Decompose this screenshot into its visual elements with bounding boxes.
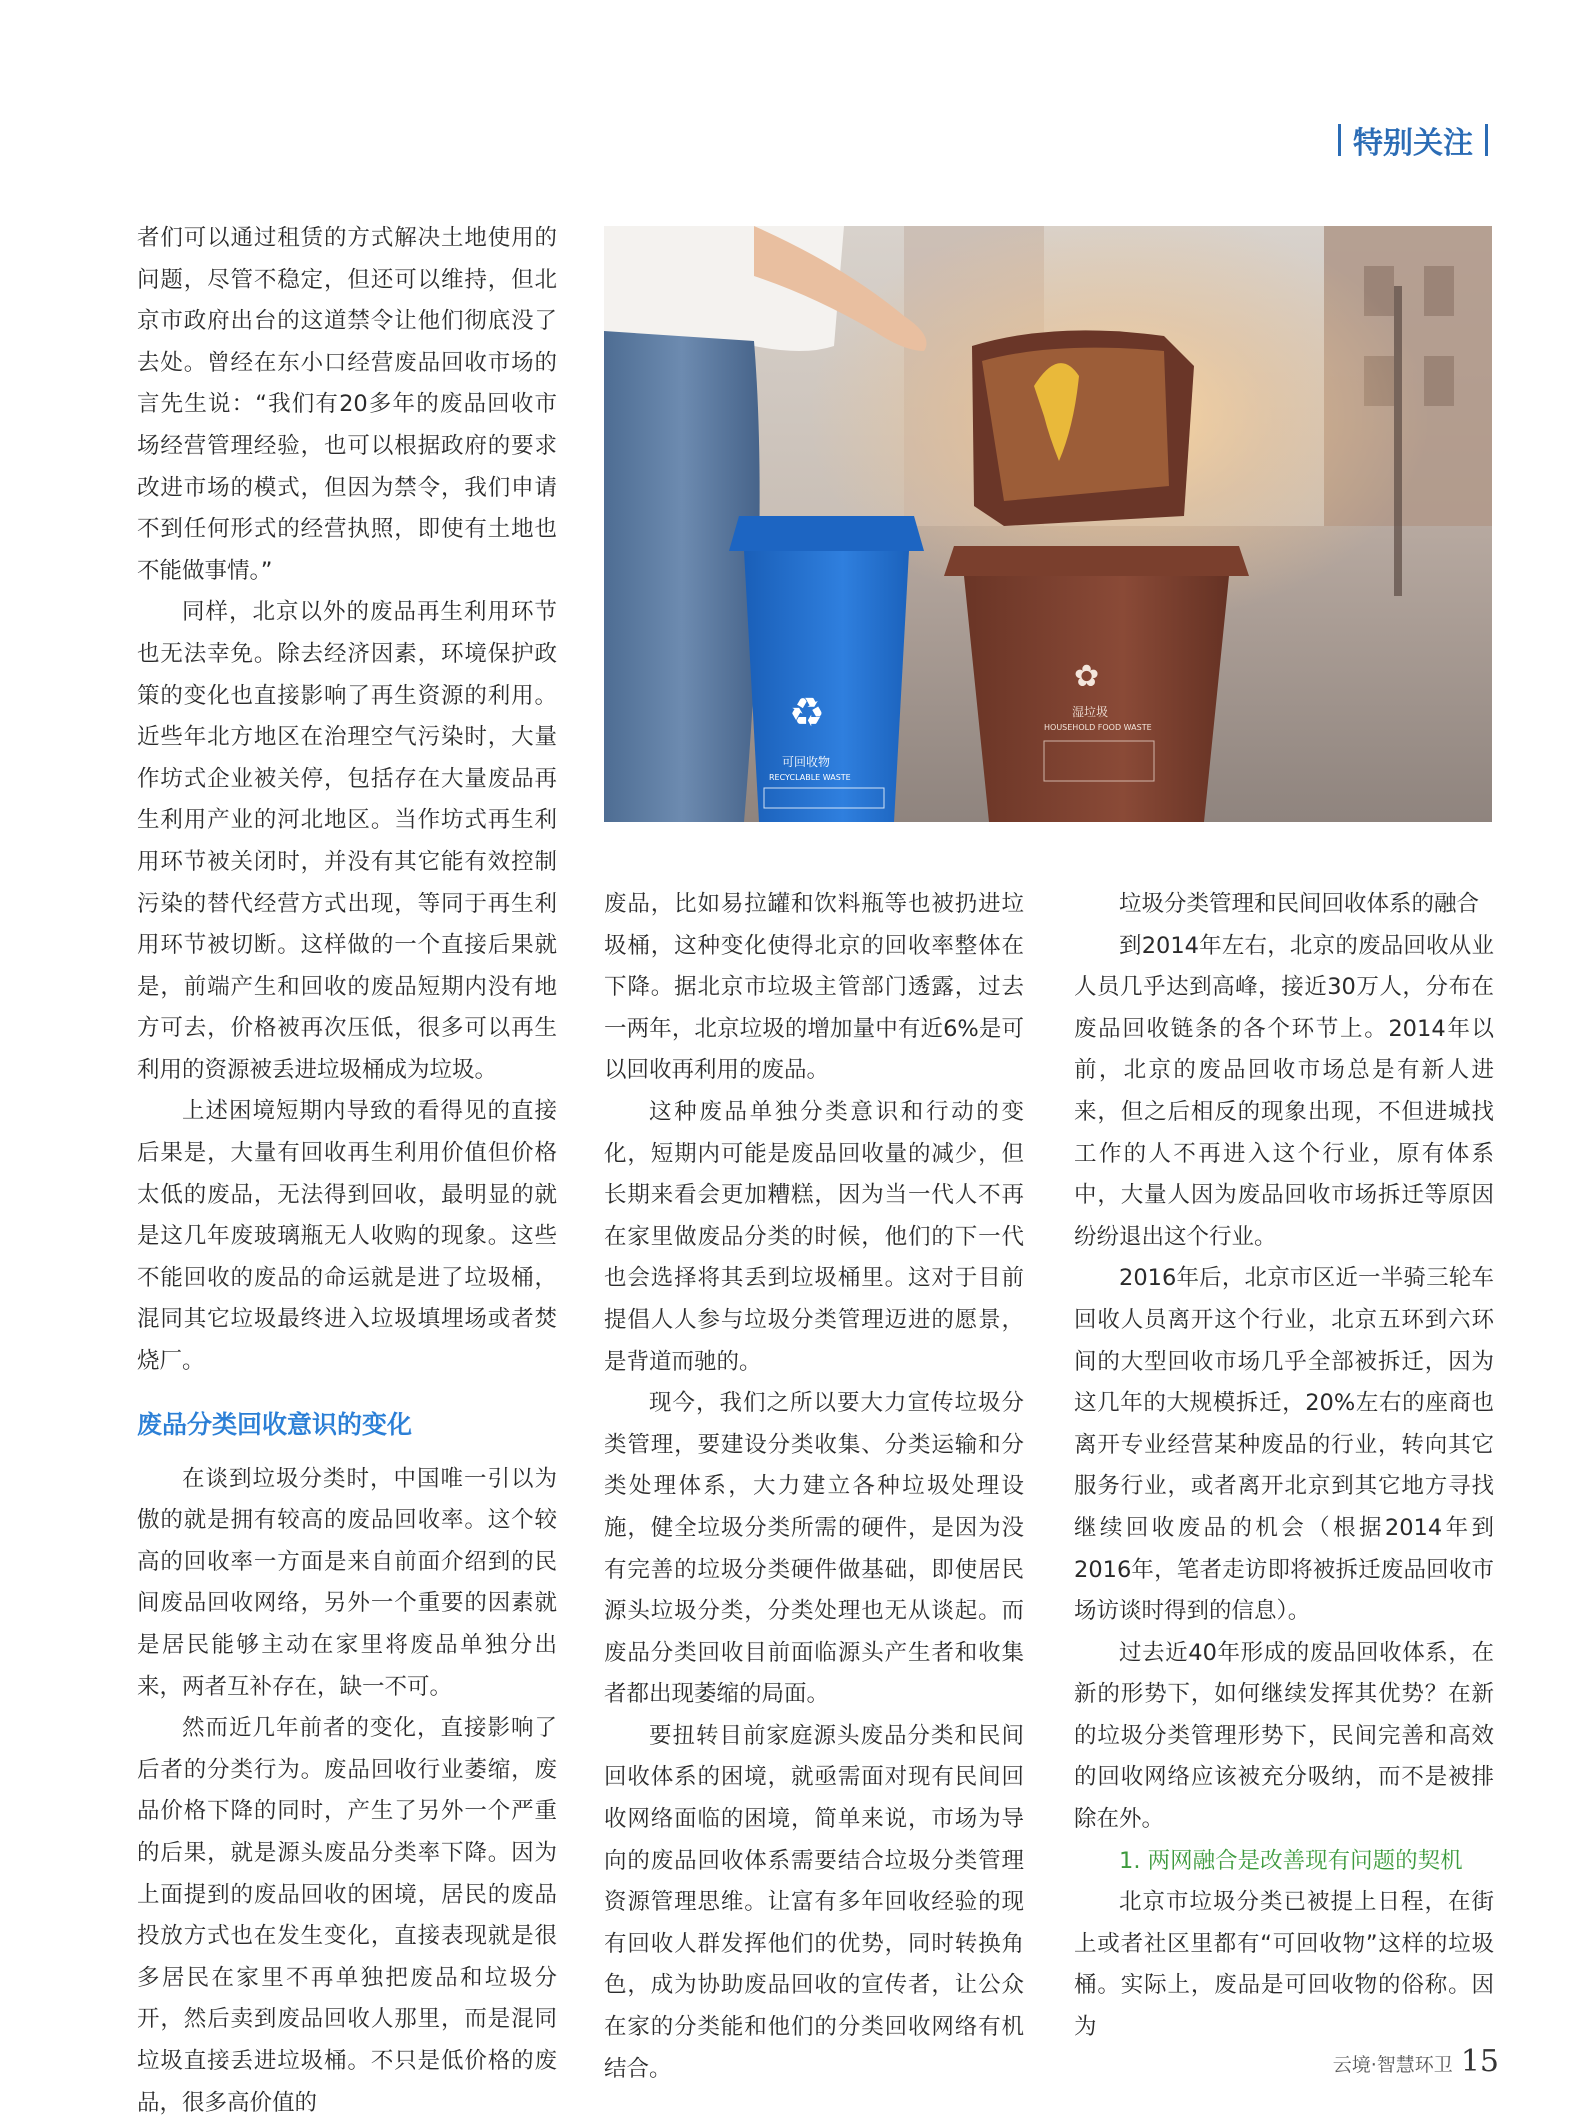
subsection-title: 垃圾分类管理和民间回收体系的融合 [1119, 891, 1480, 917]
brown-bin-label-en: HOUSEHOLD FOOD WASTE [1044, 723, 1152, 732]
left-column [137, 218, 557, 2124]
food-waste-icon: ✿ [1074, 659, 1100, 694]
paragraph: 到2014年左右，北京的废品回收从业人员几乎达到高峰，接近30万人，分布在废品回收链条的各个环节上。2014年以前，北京的废品回收市场总是有新人进来，但之后相反的现象出现，不但进城找工作的人不再进入这个行业，原有体系中，大量人因为废品回收市场拆迁等原因纷纷退出这个行业。 [1074, 932, 1494, 1250]
section-label: 特别关注 [1353, 126, 1473, 161]
header-bar-left [1338, 124, 1341, 156]
paragraph: 现今，我们之所以要大力宣传垃圾分类管理，要建设分类收集、分类运输和分类处理体系，大力建立各种垃圾处理设施，健全垃圾分类所需的硬件，是因为没有完善的垃圾分类硬件做基础，即使居民源头垃圾分类，分类处理也无从谈起。而废品分类回收目前面临源头产生者和收集者都出现萎缩的局面。 [604, 1390, 1024, 1708]
paragraph: 同样，北京以外的废品再生利用环节也无法幸免。除去经济因素，环境保护政策的变化也直接影响了再生资源的利用。近些年北方地区在治理空气污染时，大量作坊式企业被关停，包括存在大量废品再生利用产业的河北地区。当作坊式再生利用环节被关闭时，并没有其它能有效控制污染的替代经营方式出现，等同于再生利用环节被切断。这样做的一个直接后果就是，前端产生和回收的废品短期内没有地方可去，价格被再次压低，很多可以再生利用的资源被丢进垃圾桶成为垃圾。 [137, 599, 557, 1083]
photo-illustration [604, 226, 1492, 822]
paragraph: 废品，比如易拉罐和饮料瓶等也被扔进垃圾桶，这种变化使得北京的回收率整体在下降。据北京市垃圾主管部门透露，过去一两年，北京垃圾的增加量中有近6%是可以回收再利用的废品。 [604, 891, 1024, 1084]
paragraph: 过去近40年形成的废品回收体系，在新的形势下，如何继续发挥其优势？在新的垃圾分类管理形势下，民间完善和高效的回收网络应该被充分吸纳，而不是被排除在外。 [1074, 1639, 1494, 1833]
paragraph: 2016年后，北京市区近一半骑三轮车回收人员离开这个行业，北京五环到六环间的大型回收市场几乎全部被拆迁，因为这几年的大规模拆迁，20%左右的座商也离开专业经营某种废品的行业，转向其它服务行业，或者离开北京到其它地方寻找继续回收废品的机会（根据2014年到2016年，笔者走访即将被拆迁废品回收市场访谈时得到的信息）。 [1074, 1265, 1494, 1625]
garbage-bins-photo [604, 226, 1492, 822]
header-bar-right [1485, 124, 1488, 156]
blue-bin-label: 可回收物 [782, 755, 831, 769]
paragraph: 这种废品单独分类意识和行动的变化，短期内可能是废品回收量的减少，但长期来看会更加糟糕，因为当一代人不再在家里做废品分类的时候，他们的下一代也会选择将其丢到垃圾桶里。这对于目前提倡人人参与垃圾分类管理迈进的愿景，是背道而驰的。 [604, 1098, 1024, 1375]
page-number: 15 [1460, 2044, 1499, 2079]
paragraph: 者们可以通过租赁的方式解决土地使用的问题，尽管不稳定，但还可以维持，但北京市政府出台的这道禁令让他们彻底没了去处。曾经在东小口经营废品回收市场的言先生说：“我们有20多年的废品回收市场经营管理经验，也可以根据政府的要求改进市场的模式，但因为禁令，我们申请不到任何形式的经营执照，即使有土地也不能做事情。” [137, 225, 557, 584]
paragraph: 上述困境短期内导致的看得见的直接后果是，大量有回收再生利用价值但价格太低的废品，无法得到回收，最明显的就是这几年废玻璃瓶无人收购的现象。这些不能回收的废品的命运就是进了垃圾桶，混同其它垃圾最终进入垃圾填埋场或者焚烧厂。 [137, 1098, 557, 1375]
blue-bin-label-en: RECYCLABLE WASTE [769, 773, 851, 782]
middle-column [604, 884, 1024, 2090]
paragraph: 要扭转目前家庭源头废品分类和民间回收体系的困境，就亟需面对现有民间回收网络面临的困境，简单来说，市场为导向的废品回收体系需要结合垃圾分类管理资源管理思维。让富有多年回收经验的现有回收人群发挥他们的优势，同时转换角色，成为协助废品回收的宣传者，让公众在家的分类能和他们的分类回收网络有机结合。 [604, 1722, 1024, 2082]
magazine-name: 云境·智慧环卫 [1332, 2054, 1453, 2076]
brown-bin-label: 湿垃圾 [1072, 705, 1109, 719]
paragraph: 北京市垃圾分类已被提上日程，在街上或者社区里都有“可回收物”这样的垃圾桶。实际上，废品是可回收物的俗称。因为 [1074, 1889, 1494, 2041]
recycle-icon: ♻ [789, 690, 825, 736]
section-heading: 废品分类回收意识的变化 [137, 1409, 413, 1439]
paragraph: 在谈到垃圾分类时，中国唯一引以为傲的就是拥有较高的废品回收率。这个较高的回收率一方面是来自前面介绍到的民间废品回收网络，另外一个重要的因素就是居民能够主动在家里将废品单独分出来，两者互补存在，缺一不可。 [137, 1465, 557, 1700]
numbered-subheading: 1. 两网融合是改善现有问题的契机 [1119, 1847, 1463, 1874]
page-footer [1333, 2044, 1499, 2080]
right-column [1074, 884, 1494, 2049]
paragraph: 然而近几年前者的变化，直接影响了后者的分类行为。废品回收行业萎缩，废品价格下降的同时，产生了另外一个严重的后果，就是源头废品分类率下降。因为上面提到的废品回收的困境，居民的废品投放方式也在发生变化，直接表现就是很多居民在家里不再单独把废品和垃圾分开，然后卖到废品回收人那里，而是混同垃圾直接丢进垃圾桶。不只是低价格的废品，很多高价值的 [137, 1715, 557, 2116]
section-header [1300, 118, 1500, 162]
